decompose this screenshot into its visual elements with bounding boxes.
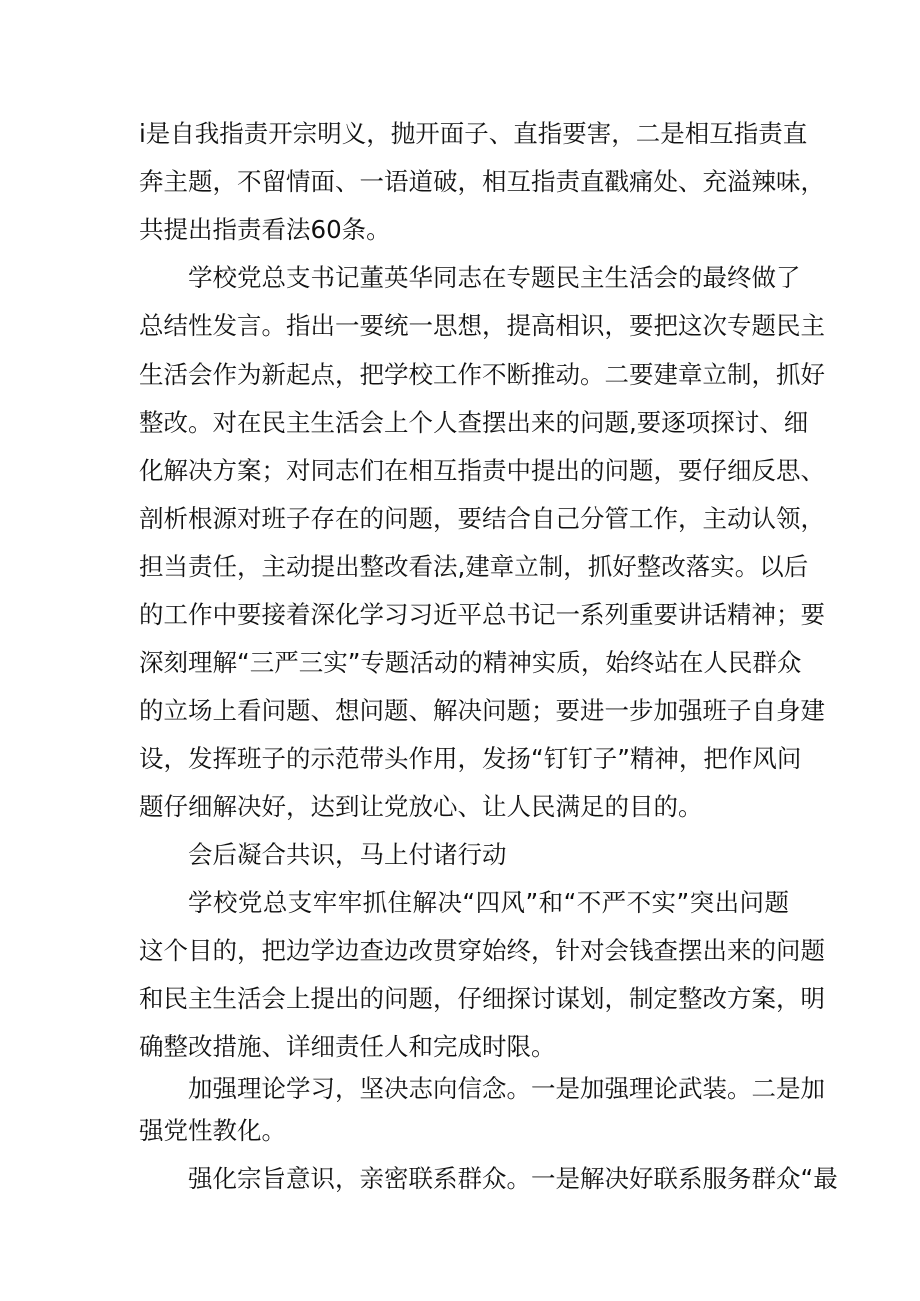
- text-line: 奔主题，不留情面、一语道破，相互指责直戳痛处、充溢辣味，: [139, 167, 825, 196]
- text-line: 学校党总支书记董英华同志在专题民主生活会的最终做了: [188, 263, 801, 292]
- text-line: 整改。对在民主生活会上个人查摆出来的问题,要逐项探讨、细: [139, 408, 809, 437]
- text-line: 这个目的，把边学边查边改贯穿始终，针对会钱查摆出来的问题: [139, 936, 825, 965]
- section-heading: 会后凝合共识，马上付诸行动: [188, 840, 507, 869]
- text-line: i是自我指责开宗明义，抛开面子、直指要害，二是相互指责直: [139, 119, 808, 148]
- text-line: 总结性发言。指出一要统一思想，提高相识，要把这次专题民主: [139, 311, 825, 340]
- text-line: 生活会作为新起点，把学校工作不断推动。二要建章立制，抓好: [139, 360, 825, 389]
- text-line: 的立场上看问题、想问题、解决问题；要进一步加强班子自身建: [139, 696, 825, 725]
- text-line: 确整改措施、详细责任人和完成时限。: [139, 1032, 556, 1061]
- text-line: 深刻理解“三严三实”专题活动的精神实质，始终站在人民群众: [139, 648, 802, 677]
- text-line: 题仔细解决好，达到让党放心、让人民满足的目的。: [139, 792, 703, 821]
- text-line: 设，发挥班子的示范带头作用，发扬“钉钉子”精神，把作风问: [139, 744, 802, 773]
- text-line: 担当责任，主动提出整改看法,建章立制，抓好整改落实。以后: [139, 552, 809, 581]
- text-line: 的工作中要接着深化学习习近平总书记一系列重要讲话精神；要: [139, 600, 825, 629]
- text-line: 学校党总支牢牢抓住解决“四风”和“不严不实”突出问题: [188, 888, 789, 917]
- text-line: 加强理论学习，坚决志向信念。一是加强理论武装。二是加: [188, 1074, 825, 1103]
- text-line: 和民主生活会上提出的问题，仔细探讨谋划，制定整改方案，明: [139, 984, 825, 1013]
- text-line: 强化宗旨意识，亲密联系群众。一是解决好联系服务群众“最: [188, 1164, 838, 1193]
- text-line: 强党性教化。: [139, 1116, 286, 1145]
- text-line: 共提出指责看法60条。: [139, 215, 391, 244]
- text-line: 剖析根源对班子存在的问题，要结合自己分管工作，主动认领，: [139, 504, 825, 533]
- text-line: 化解决方案；对同志们在相互指责中提出的问题，要仔细反思、: [139, 456, 825, 485]
